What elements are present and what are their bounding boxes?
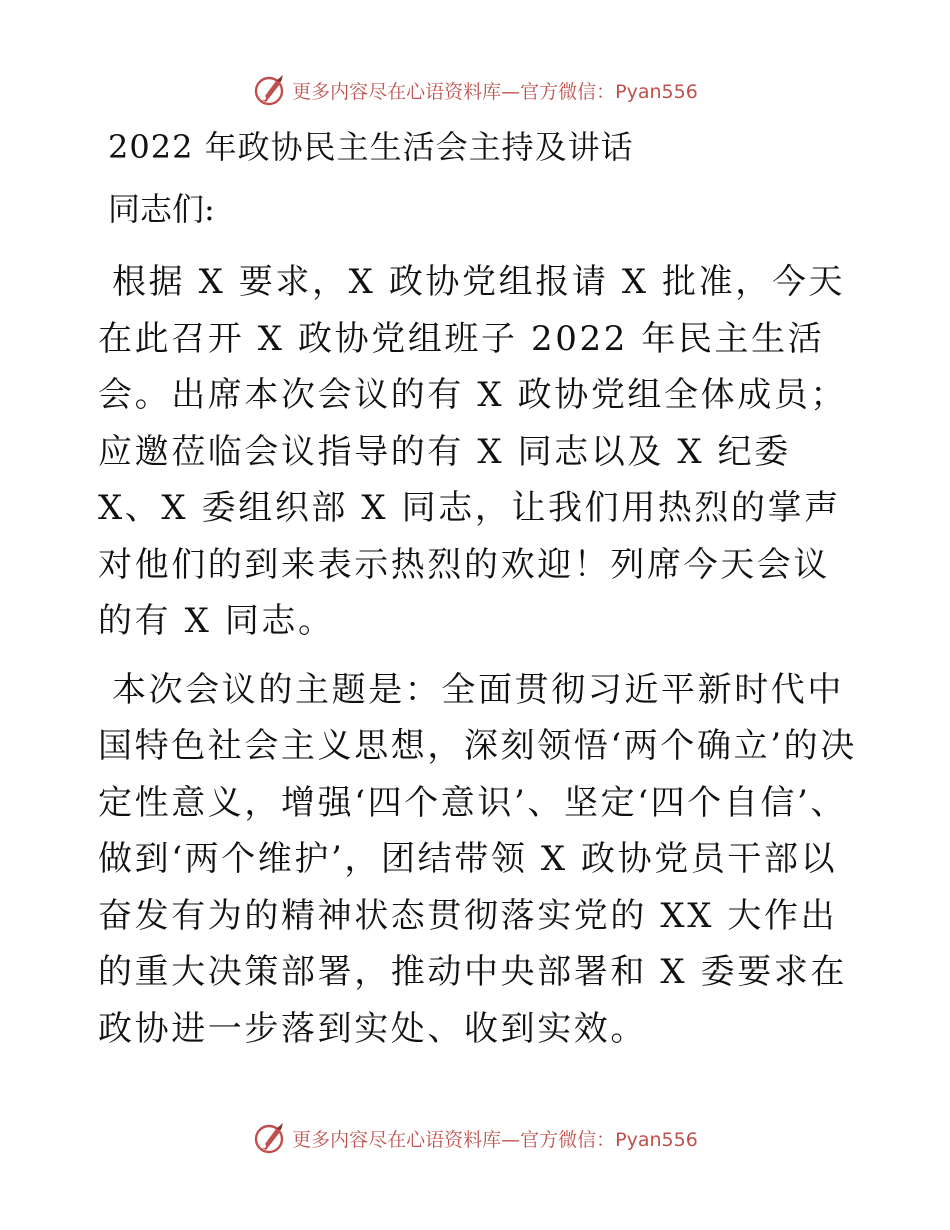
- paragraph-2: 本次会议的主题是：全面贯彻习近平新时代中国特色社会主义思想，深刻领悟‘两个确立’的决定性意义，增强‘四个意识’、坚定‘四个自信’、做到‘两个维护’，团结带领 X 政协党员干部以奋发有为的精神状态贯彻落实党的 XX 大作出的重大决策部署，推动中央部署和 X 委要求在政协进一步落到实处、收到实效。: [98, 669, 857, 1049]
- header-banner-text: 更多内容尽在心语资料库—官方微信：Pyan556: [292, 80, 698, 103]
- document-body: [98, 118, 858, 1057]
- document-title: 2022 年政协民主生活会主持及讲话: [108, 128, 634, 166]
- header-banner: [0, 70, 950, 110]
- quill-logo-icon: [252, 72, 288, 108]
- paragraph-1: 根据 X 要求，X 政协党组报请 X 批准，今天在此召开 X 政协党组班子 2022 年民主生活会。出席本次会议的有 X 政协党组全体成员；应邀莅临会议指导的有 X 同志以及 X 纪委 X、X 委组织部 X 同志，让我们用热烈的掌声对他们的到来表示热烈的欢迎！列席今天会议的有 X 同志。: [98, 262, 848, 641]
- quill-logo-icon: [252, 1120, 288, 1156]
- footer-banner: [0, 1118, 950, 1158]
- footer-banner-text: 更多内容尽在心语资料库—官方微信：Pyan556: [292, 1128, 698, 1151]
- greeting: 同志们:: [108, 190, 215, 228]
